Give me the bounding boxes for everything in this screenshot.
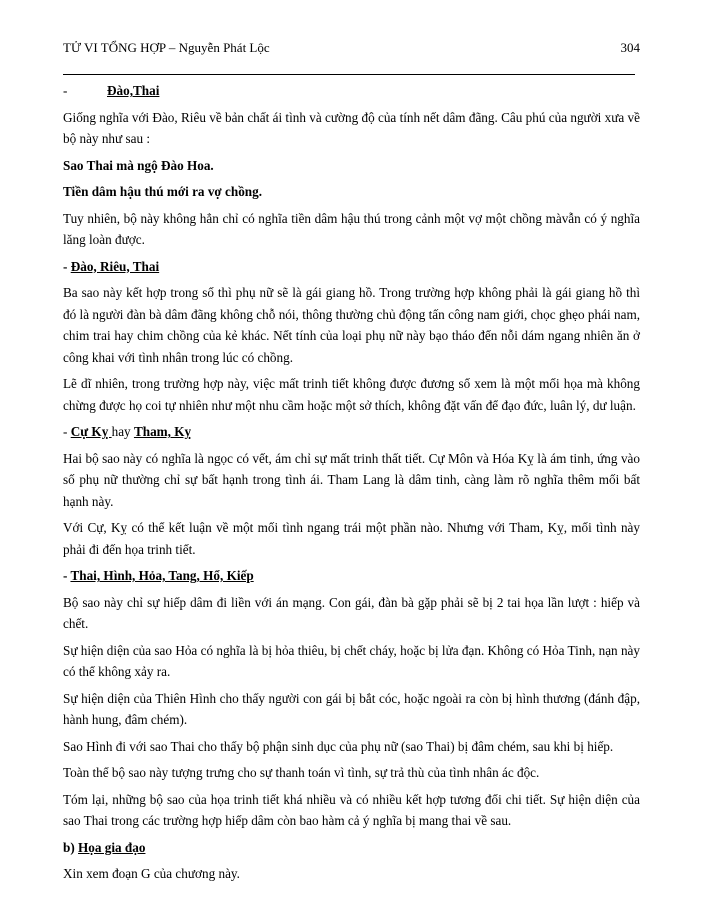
section-heading-hoa-gia-dao: [63, 837, 640, 859]
section-title: Đào, Riêu, Thai: [70, 258, 160, 274]
verse-line: Sao Thai mà ngộ Đào Hoa.: [63, 157, 214, 173]
paragraph: Hai bộ sao này có nghĩa là ngọc có vết, ám chỉ sự mất trinh thất tiết. Cự Môn và Hóa Kỵ là ám tinh, ứng vào số phụ nữ thường chỉ sự bất hạnh trong tình ái. Tham Lang là dâm tinh, càng làm rõ nghĩa thêm mối bất hạnh này.: [63, 450, 640, 509]
paragraph: Toàn thể bộ sao này tượng trưng cho sự thanh toán vì tình, sự trả thù của tình nhân ác độc.: [63, 765, 540, 780]
heading-prefix: b): [63, 839, 79, 855]
section-heading-cu-ky: [63, 421, 640, 443]
section-title: Họa gia đạo: [78, 839, 146, 855]
paragraph: Sự hiện diện của sao Hỏa có nghĩa là bị hỏa thiêu, bị chết cháy, hoặc bị lửa đạn. Không có Hỏa Tinh, nạn này có thể không xảy ra.: [63, 642, 640, 679]
heading-connector: hay: [111, 424, 134, 439]
heading-prefix: -: [63, 424, 71, 439]
paragraph: Giống nghĩa với Đào, Riêu về bản chất ái tình và cường độ của tính nết dâm đãng. Câu phú của người xưa về bộ này như sau :: [63, 109, 640, 146]
section-title: Thai, Hình, Hỏa, Tang, Hổ, Kiếp: [70, 568, 254, 583]
verse-line: Tiền dâm hậu thú mới ra vợ chồng.: [63, 184, 263, 199]
section-title: Đào,Thai: [107, 83, 160, 98]
page-number: 304: [620, 40, 640, 55]
paragraph: Ba sao này kết hợp trong số thì phụ nữ sẽ là gái giang hồ. Trong trường hợp không phải là gái giang hồ thì đó là người đàn bà dâm đãng không chỗ nói, thông thường chủ động tấn công nam giới, chọc ghẹo phái nam, chim trai hay chim chồng của kẻ khác. Nết tính của loại phụ nữ này bạo tháo đến nỗi dám ngang nhiên ăn ở công khai với tình nhân trong lúc có chồng.: [63, 285, 640, 365]
paragraph: Lẽ dĩ nhiên, trong trường hợp này, việc mất trinh tiết không được đương số xem là một mối họa mà không chừng được họ coi tự nhiên như một nhu cầm hoặc một sở thích, không đặt vấn để đạo đức, luân lý, dư luận.: [63, 376, 640, 413]
list-dash: -: [63, 83, 68, 98]
paragraph: Bộ sao này chỉ sự hiếp dâm đi liền với án mạng. Con gái, đàn bà gặp phải sẽ bị 2 tai họa lần lượt : hiếp và chết.: [63, 594, 640, 631]
paragraph: Sự hiện diện của Thiên Hình cho thấy người con gái bị bắt cóc, hoặc ngoài ra còn bị hình thương (đánh đập, hành hung, đâm chém).: [63, 690, 640, 727]
paragraph: Tuy nhiên, bộ này không hẳn chỉ có nghĩa tiền dâm hậu thú trong cảnh một vợ một chồng màvẫn có ý nghĩa lăng loàn được.: [63, 210, 640, 247]
document-body: [63, 80, 640, 890]
header-title: TỬ VI TỔNG HỢP – Nguyễn Phát Lộc: [63, 40, 270, 55]
paragraph: Xin xem đoạn G của chương này.: [63, 866, 240, 881]
section-title-part: Tham, Kỵ: [133, 424, 192, 439]
heading-prefix: -: [63, 258, 71, 274]
section-heading-dao-thai: [63, 80, 640, 102]
page-header: [63, 40, 640, 60]
paragraph: Với Cự, Kỵ có thể kết luận về một mối tình ngang trái một phần nào. Nhưng với Tham, Kỵ, mối tình này phải đi đến họa trinh tiết.: [63, 520, 640, 557]
header-rule: [63, 74, 635, 75]
section-heading-dao-rieu-thai: [63, 256, 640, 278]
heading-prefix: -: [63, 568, 71, 583]
paragraph: Tóm lại, những bộ sao của họa trinh tiết khá nhiều và có nhiều kết hợp tương đối chi tiết. Sự hiện diện của sao Thai trong các trường hợp hiếp dâm còn bao hàm cả ý nghĩa bị mang thai về sau.: [63, 791, 640, 828]
section-heading-thai-hinh: [63, 565, 640, 587]
document-page: [63, 0, 640, 913]
section-title-part: Cự Kỵ: [70, 424, 112, 439]
paragraph: Sao Hình đi với sao Thai cho thấy bộ phận sinh dục của phụ nữ (sao Thai) bị đâm chém, sau khi bị hiếp.: [63, 738, 614, 754]
